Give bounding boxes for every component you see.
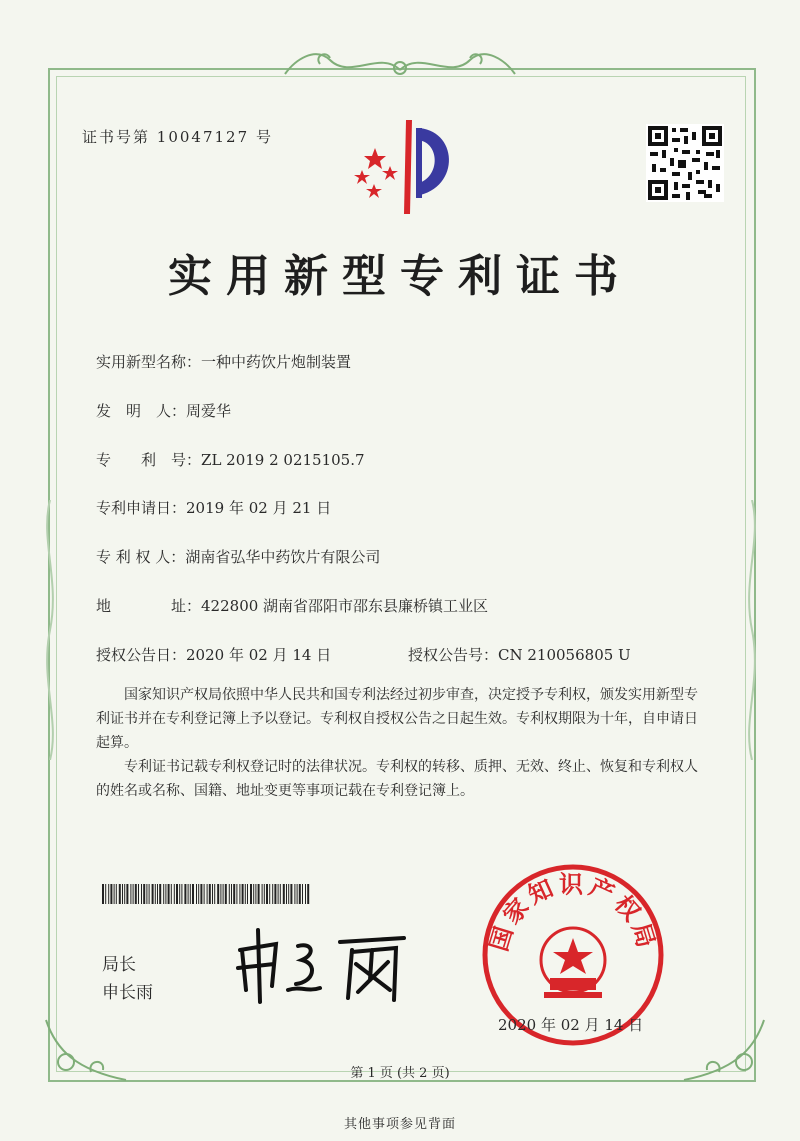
footer-note: 其他事项参见背面 bbox=[343, 1117, 456, 1132]
field-address bbox=[96, 595, 488, 616]
field-value: 一种中药饮片炮制装置 bbox=[201, 353, 352, 371]
page-number: 第 1 页 (共 2 页) bbox=[350, 1066, 450, 1081]
field-value: 2020 年 02 月 14 日 bbox=[186, 646, 332, 664]
body-paragraph-2: 专利证书记载专利权登记时的法律状况。专利权的转移、质押、无效、终止、恢复和专利权人的姓名或名称、国籍、地址变更等事项记载在专利登记簿上。 bbox=[96, 759, 698, 799]
field-label: 专 利 号： bbox=[96, 451, 202, 469]
certificate-body bbox=[96, 683, 704, 803]
field-label: 实用新型名称： bbox=[96, 353, 202, 371]
field-filing-date bbox=[96, 497, 331, 518]
left-side-ornament-icon bbox=[40, 500, 60, 760]
field-grant-number bbox=[408, 644, 631, 665]
field-value: ZL 2019 2 0215105.7 bbox=[201, 451, 365, 469]
field-utility-model-name bbox=[96, 351, 351, 372]
barcode-icon bbox=[102, 884, 312, 904]
certificate-number-label: 证书号第 bbox=[82, 128, 151, 146]
top-ornament-icon bbox=[280, 40, 520, 84]
field-label: 专利申请日： bbox=[96, 499, 187, 517]
field-value: 2019 年 02 月 21 日 bbox=[186, 499, 332, 517]
field-value: 422800 湖南省邵阳市邵东县廉桥镇工业区 bbox=[201, 597, 489, 615]
signatory-name: 申长雨 bbox=[102, 983, 153, 1003]
qr-code-icon bbox=[646, 124, 724, 202]
field-patent-number bbox=[96, 449, 365, 470]
cnipa-logo-icon bbox=[340, 118, 470, 218]
field-label: 专 利 权 人： bbox=[96, 548, 186, 566]
seal-date: 2020 年 02 月 14 日 bbox=[498, 1016, 644, 1034]
seal-text: 国家知识产权局 bbox=[484, 870, 662, 955]
field-value: CN 210056805 U bbox=[498, 646, 631, 664]
field-patentee bbox=[96, 546, 380, 567]
body-paragraph-1: 国家知识产权局依照中华人民共和国专利法经过初步审查，决定授予专利权，颁发实用新型专利证书并在专利登记簿上予以登记。专利权自授权公告之日起生效。专利权期限为十年，自申请日起算。 bbox=[96, 687, 698, 751]
field-value: 周爱华 bbox=[186, 402, 232, 420]
field-inventor bbox=[96, 400, 231, 421]
handwritten-signature-icon bbox=[228, 920, 438, 1010]
signatory-position: 局长 bbox=[102, 955, 136, 975]
field-grant-date bbox=[96, 644, 331, 665]
field-label: 发 明 人： bbox=[96, 402, 187, 420]
field-label: 授权公告日： bbox=[96, 646, 187, 664]
field-label: 授权公告号： bbox=[408, 646, 499, 664]
field-value: 湖南省弘华中药饮片有限公司 bbox=[185, 548, 381, 566]
certificate-number bbox=[82, 126, 273, 147]
right-side-ornament-icon bbox=[742, 500, 762, 760]
certificate-title: 实用新型专利证书 bbox=[168, 251, 632, 302]
certificate-number-value: 10047127 bbox=[156, 128, 250, 146]
certificate-number-suffix: 号 bbox=[255, 128, 273, 146]
field-label: 地 址： bbox=[96, 597, 202, 615]
